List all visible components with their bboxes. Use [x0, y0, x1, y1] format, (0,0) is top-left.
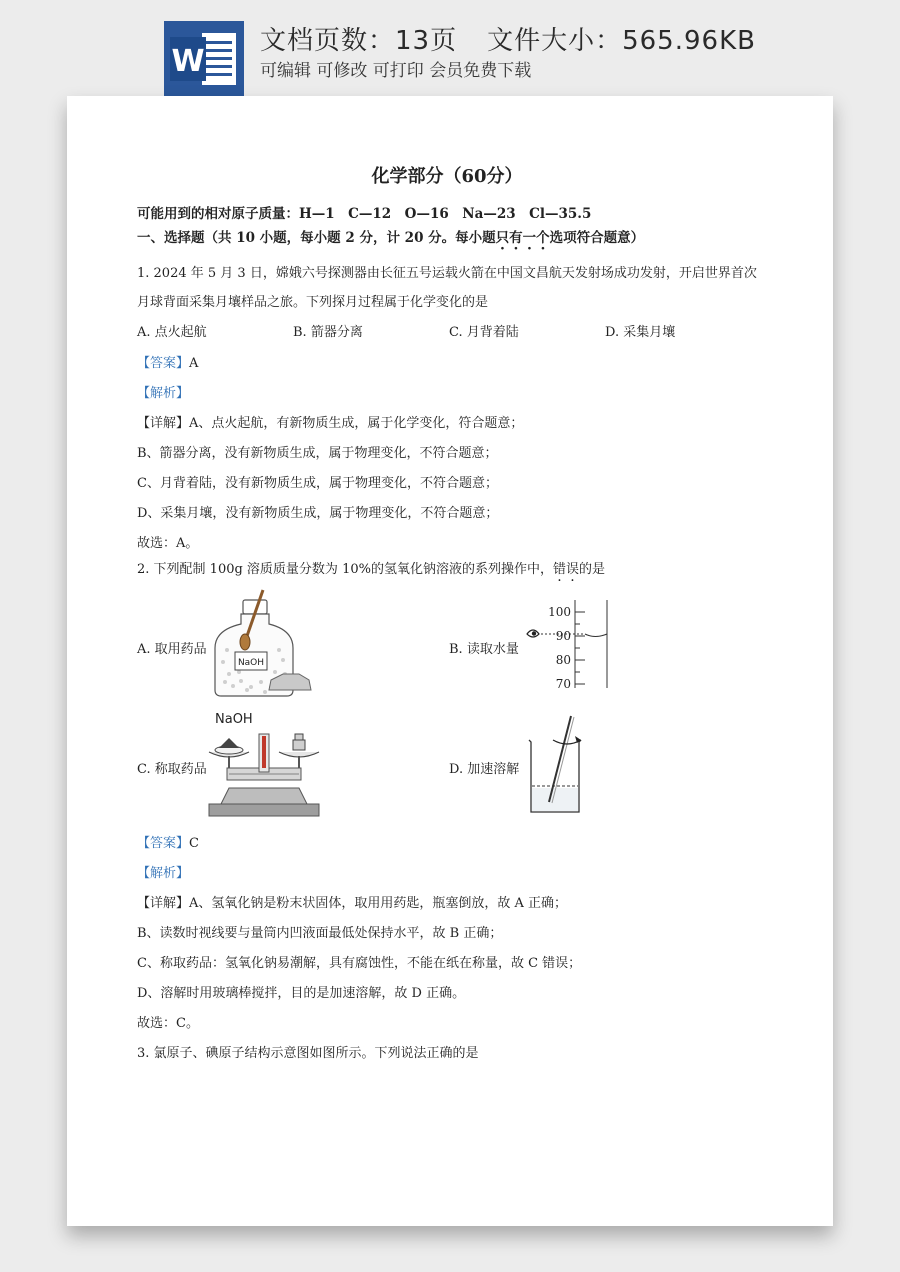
- q1-option-a: A. 点火起航: [137, 325, 207, 340]
- word-document-icon: [164, 21, 244, 96]
- q1-detail-line: C、月背着陆，没有新物质生成，属于物理变化，不符合题意；: [137, 476, 498, 491]
- q1-detail-line: D、采集月壤，没有新物质生成，属于物理变化，不符合题意；: [137, 506, 499, 521]
- q1-stem-line1: 1. 2024 年 5 月 3 日，嫦娥六号探测器由长征五号运载火箭在中国文昌航天发射场成功发射，开启世界首次: [137, 266, 757, 281]
- reagent-bottle-figure: [207, 586, 317, 698]
- beaker-stirring-figure: [525, 712, 595, 818]
- emphasis-char: 一: [522, 230, 537, 246]
- tick-label: 70: [555, 677, 571, 691]
- q2-stem: [137, 558, 605, 577]
- q1-option-d: D. 采集月壤: [605, 325, 676, 340]
- emphasis-char: 有: [509, 230, 523, 246]
- balance-label: NaOH: [215, 712, 253, 727]
- emphasis-char: 只: [495, 230, 510, 246]
- section-heading-prefix: 一、选择题（共 10 小题，每小题 2 分，计 20 分。每小题: [137, 230, 496, 246]
- bottle-label: NaOH: [237, 658, 265, 668]
- page-count: 文档页数：13页: [260, 26, 458, 56]
- tick-label: 80: [555, 653, 571, 667]
- answer-value: A: [189, 356, 199, 371]
- q2-detail-line: C、称取药品：氢氧化钠易潮解，具有腐蚀性，不能在纸在称量，故 C 错误；: [137, 956, 582, 971]
- q2-option-a: A. 取用药品: [137, 642, 207, 657]
- q2-option-c: C. 称取药品: [137, 762, 207, 777]
- q2-answer: [137, 832, 199, 851]
- graduated-cylinder-figure: [525, 596, 615, 691]
- file-size: 文件大小：565.96KB: [487, 26, 756, 56]
- q3-stem: 3. 氯原子、碘原子结构示意图如图所示。下列说法正确的是: [137, 1046, 479, 1061]
- q2-detail-line: B、读数时视线要与量筒内凹液面最低处保持水平，故 B 正确；: [137, 926, 503, 941]
- answer-value: C: [189, 836, 199, 851]
- q1-detail-line: B、箭器分离，没有新物质生成，属于物理变化，不符合题意；: [137, 446, 498, 461]
- q1-analysis-tag: 【解析】: [137, 386, 190, 401]
- atomic-mass-line: 可能用到的相对原子质量：H—1 C—12 O—16 Na—23 Cl—35.5: [137, 206, 592, 222]
- q1-answer: [137, 352, 198, 371]
- q1-option-b: B. 箭器分离: [293, 325, 363, 340]
- q1-option-c: C. 月背着陆: [449, 325, 519, 340]
- q2-detail-line: D、溶解时用玻璃棒搅拌，目的是加速溶解，故 D 正确。: [137, 986, 466, 1001]
- q2-analysis-tag: 【解析】: [137, 866, 190, 881]
- feature-list: 可编辑 可修改 可打印 会员免费下载: [260, 61, 532, 81]
- download-banner: [0, 0, 900, 96]
- tick-label: 90: [555, 629, 571, 643]
- document-page: [67, 96, 833, 1226]
- balance-figure: [207, 728, 337, 820]
- q2-conclusion: 故选：C。: [137, 1016, 199, 1031]
- q1-stem-line2: 月球背面采集月壤样品之旅。下列探月过程属于化学变化的是: [137, 295, 489, 310]
- q1-detail-line: 【详解】A、点火起航，有新物质生成，属于化学变化，符合题意；: [137, 416, 524, 431]
- answer-tag: 【答案】: [137, 836, 190, 851]
- emphasis-char: 错: [552, 562, 566, 577]
- tick-label: 100: [548, 605, 571, 619]
- q2-stem-suffix: 的是: [579, 562, 606, 577]
- q1-conclusion: 故选：A。: [137, 536, 199, 551]
- word-icon-letter: W: [171, 44, 205, 79]
- emphasis-char: 误: [565, 562, 579, 577]
- section-heading-suffix: 选项符合题意）: [549, 230, 645, 246]
- q2-option-b: B. 读取水量: [449, 642, 519, 657]
- q2-stem-prefix: 2. 下列配制 100g 溶质质量分数为 10%的氢氧化钠溶液的系列操作中，: [137, 562, 553, 577]
- q2-detail-line: 【详解】A、氢氧化钠是粉末状固体，取用用药匙，瓶塞倒放，故 A 正确；: [137, 896, 568, 911]
- emphasis-char: 个: [536, 230, 550, 246]
- page-title: 化学部分（60分）: [371, 166, 523, 187]
- q2-option-d: D. 加速溶解: [449, 762, 520, 777]
- answer-tag: 【答案】: [137, 356, 190, 371]
- section-heading: [137, 226, 644, 246]
